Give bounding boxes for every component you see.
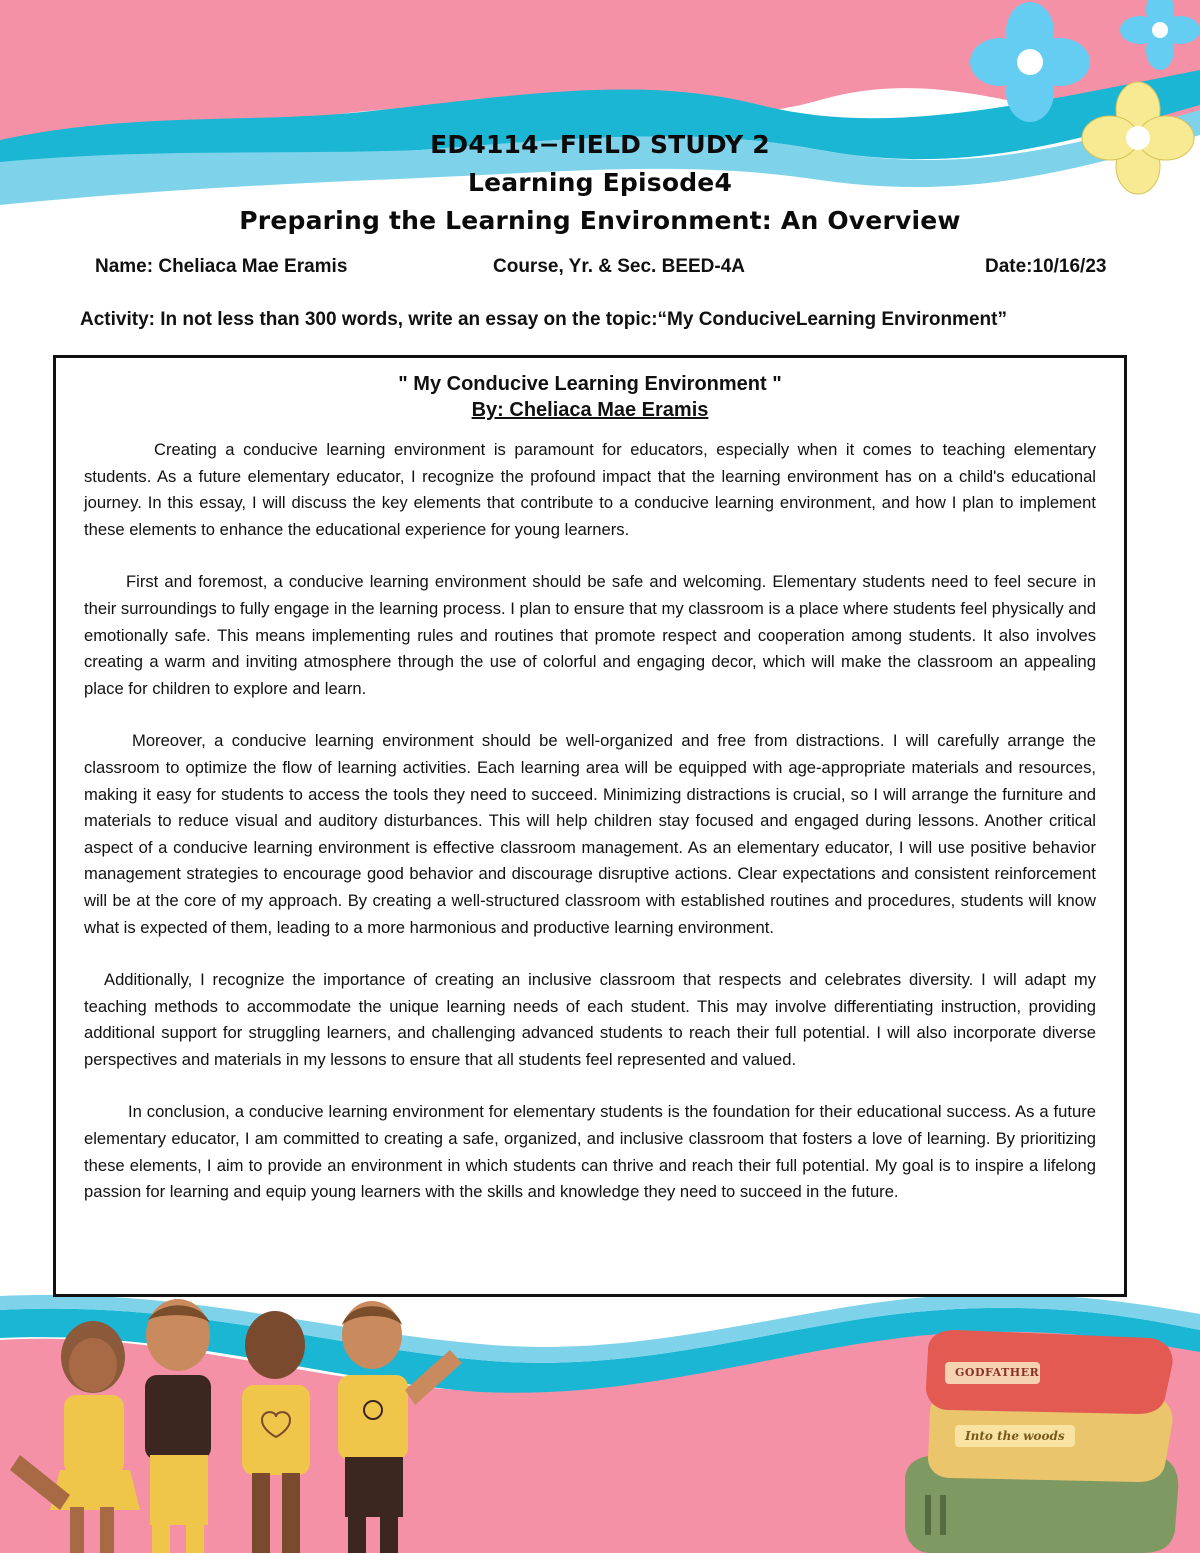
book-label-godfather: GODFATHER xyxy=(955,1366,1040,1379)
course-title: ED4114−FIELD STUDY 2 xyxy=(430,130,770,159)
topic-title: Preparing the Learning Environment: An Overview xyxy=(239,206,961,235)
episode-title: Learning Episode4 xyxy=(467,168,733,197)
essay-paragraph: In conclusion, a conducive learning environment for elementary students is the foundation for their educational success. As a future elementary educator, I am committed to creating a safe, organized, and inclusive classroom that fosters a love of learning. By prioritizing these elements, I aim to provide an environment in which students can thrive and reach their full potential. My goal is to inspire a lifelong passion for learning and equip young learners with the skills and knowledge they need to succeed in the future. xyxy=(84,1102,1096,1202)
header-block xyxy=(0,126,1200,240)
essay-box xyxy=(53,355,1127,1297)
essay-title: " My Conducive Learning Environment " xyxy=(398,373,782,395)
essay-paragraph: Creating a conducive learning environment is paramount for educators, especially when it comes to teaching elementary students. As a future elementary educator, I recognize the profound impact that the learning environment has on a child's educational journey. In this essay, I will discuss the key elements that contribute to a conducive learning environment, and how I plan to implement these elements to enhance the educational experience for young learners. xyxy=(84,440,1096,539)
activity-prompt: Activity: In not less than 300 words, write an essay on the topic:“My ConduciveLearning Environment” xyxy=(80,309,1007,330)
course-section: Course, Yr. & Sec. BEED-4A xyxy=(493,256,746,277)
book-label-into-the-woods: Into the woods xyxy=(965,1429,1065,1443)
student-name: Name: Cheliaca Mae Eramis xyxy=(95,256,348,277)
essay-paragraph: Moreover, a conducive learning environment should be well-organized and free from distractions. I will carefully arrange the classroom to optimize the flow of learning activities. Each learning area will be equipped with age-appropriate materials and resources, making it easy for students to access the tools they need to succeed. Minimizing distractions is crucial, so I will arrange the furniture and materials to reduce visual and auditory disturbances. This will help children stay focused and engaged during lessons. Another critical aspect of a conducive learning environment is effective classroom management. As an elementary educator, I will use positive behavior management strategies to encourage good behavior and discourage disruptive actions. Clear expectations and consistent reinforcement will be at the core of my approach. By creating a well-structured classroom with established routines and procedures, students will know what is expected of them, leading to a more harmonious and productive learning environment. xyxy=(84,731,1096,937)
date-field: Date:10/16/23 xyxy=(985,256,1107,277)
essay-paragraph: Additionally, I recognize the importance of creating an inclusive classroom that respects and celebrates diversity. I will adapt my teaching methods to accommodate the unique learning needs of each student. This may involve differentiating instruction, providing additional support for struggling learners, and challenging advanced students to reach their full potential. I will also incorporate diverse perspectives and materials in my lessons to ensure that all students feel represented and valued. xyxy=(84,970,1096,1069)
essay-paragraph: First and foremost, a conducive learning environment should be safe and welcoming. Elementary students need to feel secure in their surroundings to fully engage in the learning process. I plan to ensure that my classroom is a place where students feel physically and emotionally safe. This means implementing rules and routines that promote respect and cooperation among students. It also involves creating a warm and inviting atmosphere through the use of colorful and engaging decor, which will make the classroom an appealing place for children to explore and learn. xyxy=(84,572,1096,698)
essay-author: By: Cheliaca Mae Eramis xyxy=(471,399,709,421)
essay-body xyxy=(56,437,1124,1206)
